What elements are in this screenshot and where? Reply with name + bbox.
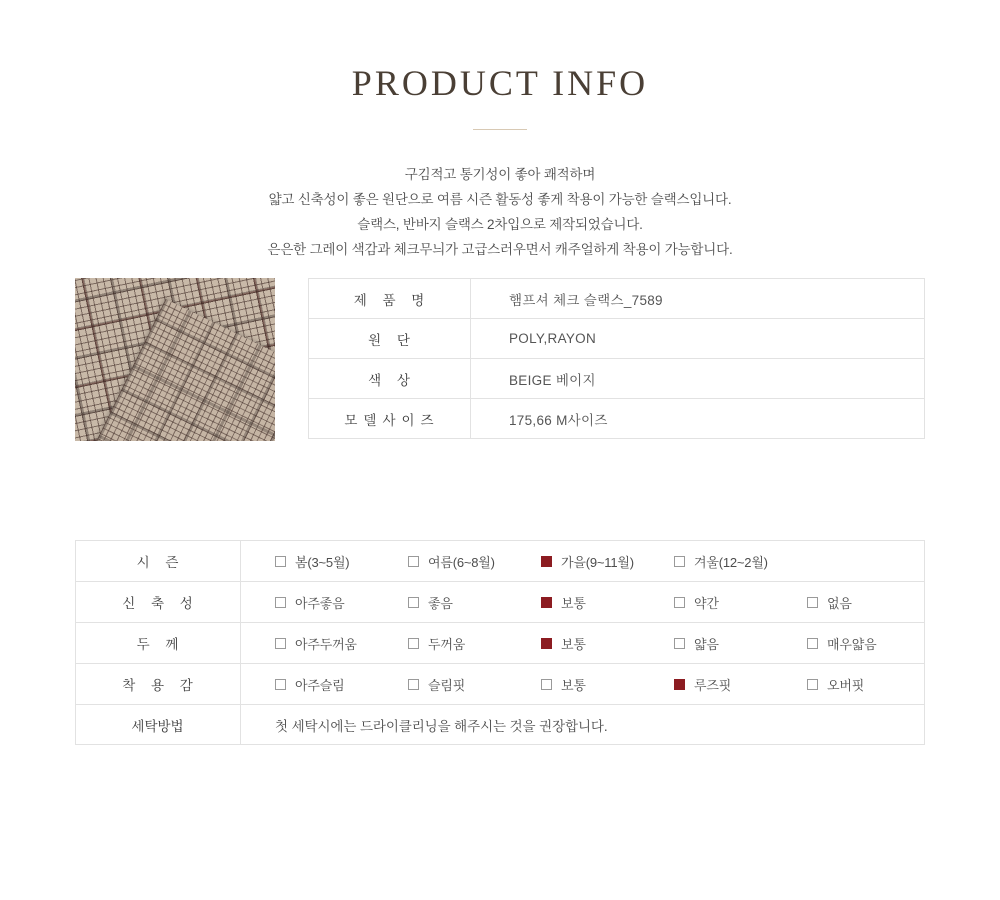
checkbox-checked-icon[interactable] [541, 597, 552, 608]
option-label: 루즈핏 [694, 677, 732, 693]
option-label: 없음 [827, 595, 852, 611]
option-season-fall[interactable] [541, 552, 674, 571]
option-fit-loose[interactable] [674, 675, 807, 694]
option-fit-very-slim[interactable] [275, 675, 408, 694]
attr-label-elasticity: 신 축 성 [76, 582, 241, 623]
description-line-2: 얇고 신축성이 좋은 원단으로 여름 시즌 활동성 좋게 착용이 가능한 슬랙스입니다. [268, 192, 732, 207]
checkbox-icon[interactable] [275, 597, 286, 608]
description-line-3: 슬랙스, 반바지 슬랙스 2차입으로 제작되었습니다. [357, 217, 643, 232]
attr-options-elasticity [241, 582, 925, 623]
checkbox-icon[interactable] [275, 679, 286, 690]
option-label: 봄(3~5월) [295, 554, 350, 570]
option-label: 매우얇음 [827, 636, 877, 652]
option-label: 얇음 [694, 636, 719, 652]
option-label: 약간 [694, 595, 719, 611]
option-elasticity-none[interactable] [807, 593, 940, 612]
table-row [76, 705, 925, 745]
spec-value-color: BEIGE 베이지 [471, 359, 925, 399]
checkbox-icon[interactable] [408, 556, 419, 567]
checkbox-icon[interactable] [807, 679, 818, 690]
product-description [0, 162, 1000, 262]
checkbox-icon[interactable] [408, 597, 419, 608]
attr-label-thickness: 두 께 [76, 623, 241, 664]
page-title: PRODUCT INFO [351, 63, 649, 103]
option-thickness-normal[interactable] [541, 634, 674, 653]
option-label: 아주좋음 [295, 595, 345, 611]
option-row-thickness [241, 623, 924, 663]
attr-value-wash-method: 첫 세탁시에는 드라이클리닝을 해주시는 것을 권장합니다. [241, 705, 925, 745]
checkbox-icon[interactable] [275, 556, 286, 567]
option-label: 보통 [561, 677, 586, 693]
option-label: 보통 [561, 636, 586, 652]
table-row [309, 399, 925, 439]
attr-label-wash-method: 세탁방법 [76, 705, 241, 745]
option-thickness-thick[interactable] [408, 634, 541, 653]
checkbox-icon[interactable] [674, 597, 685, 608]
option-fit-over[interactable] [807, 675, 940, 694]
checkbox-icon[interactable] [408, 638, 419, 649]
spec-value-fabric: POLY,RAYON [471, 319, 925, 359]
option-label: 아주슬림 [295, 677, 345, 693]
option-thickness-very-thin[interactable] [807, 634, 940, 653]
checkbox-icon[interactable] [674, 638, 685, 649]
table-row [76, 664, 925, 705]
title-divider [473, 129, 527, 130]
option-season-winter[interactable] [674, 552, 807, 571]
option-elasticity-very-good[interactable] [275, 593, 408, 612]
checkbox-icon[interactable] [807, 597, 818, 608]
option-thickness-very-thick[interactable] [275, 634, 408, 653]
checkbox-checked-icon[interactable] [674, 679, 685, 690]
table-row [76, 541, 925, 582]
table-row [309, 319, 925, 359]
checkbox-icon[interactable] [408, 679, 419, 690]
option-label: 오버핏 [827, 677, 865, 693]
spec-label-color: 색 상 [309, 359, 471, 399]
option-label: 여름(6~8월) [428, 554, 495, 570]
option-row-season [241, 541, 924, 581]
option-row-fit [241, 664, 924, 704]
option-label: 좋음 [428, 595, 453, 611]
attribute-table [75, 540, 925, 745]
checkbox-icon[interactable] [275, 638, 286, 649]
option-label: 아주두꺼움 [295, 636, 357, 652]
attr-label-season: 시 즌 [76, 541, 241, 582]
option-elasticity-normal[interactable] [541, 593, 674, 612]
option-season-summer[interactable] [408, 552, 541, 571]
option-elasticity-good[interactable] [408, 593, 541, 612]
option-label: 겨울(12~2월) [694, 554, 768, 570]
attr-label-fit: 착 용 감 [76, 664, 241, 705]
option-label: 두꺼움 [428, 636, 466, 652]
spec-label-fabric: 원 단 [309, 319, 471, 359]
table-row [309, 359, 925, 399]
option-season-spring[interactable] [275, 552, 408, 571]
table-row [76, 623, 925, 664]
description-line-4: 은은한 그레이 색감과 체크무늬가 고급스러우면서 캐주얼하게 착용이 가능합니다. [267, 242, 733, 257]
fabric-swatch-image [75, 278, 275, 441]
spec-label-model-size: 모델사이즈 [309, 399, 471, 439]
attr-options-season [241, 541, 925, 582]
table-row [76, 582, 925, 623]
description-line-1: 구김적고 통기성이 좋아 쾌적하며 [404, 167, 596, 182]
checkbox-checked-icon[interactable] [541, 638, 552, 649]
spec-table [308, 278, 925, 439]
attr-options-fit [241, 664, 925, 705]
attr-options-thickness [241, 623, 925, 664]
option-fit-slim[interactable] [408, 675, 541, 694]
option-label: 슬림핏 [428, 677, 466, 693]
option-thickness-thin[interactable] [674, 634, 807, 653]
spec-label-product-name: 제 품 명 [309, 279, 471, 319]
spec-value-product-name: 햄프셔 체크 슬랙스_7589 [471, 279, 925, 319]
checkbox-checked-icon[interactable] [541, 556, 552, 567]
checkbox-icon[interactable] [541, 679, 552, 690]
option-label: 보통 [561, 595, 586, 611]
option-elasticity-slight[interactable] [674, 593, 807, 612]
spec-value-model-size: 175,66 M사이즈 [471, 399, 925, 439]
checkbox-icon[interactable] [807, 638, 818, 649]
checkbox-icon[interactable] [674, 556, 685, 567]
product-spec-section [75, 278, 925, 441]
option-label: 가을(9~11월) [561, 554, 634, 570]
option-fit-normal[interactable] [541, 675, 674, 694]
option-row-elasticity [241, 582, 924, 622]
table-row [309, 279, 925, 319]
